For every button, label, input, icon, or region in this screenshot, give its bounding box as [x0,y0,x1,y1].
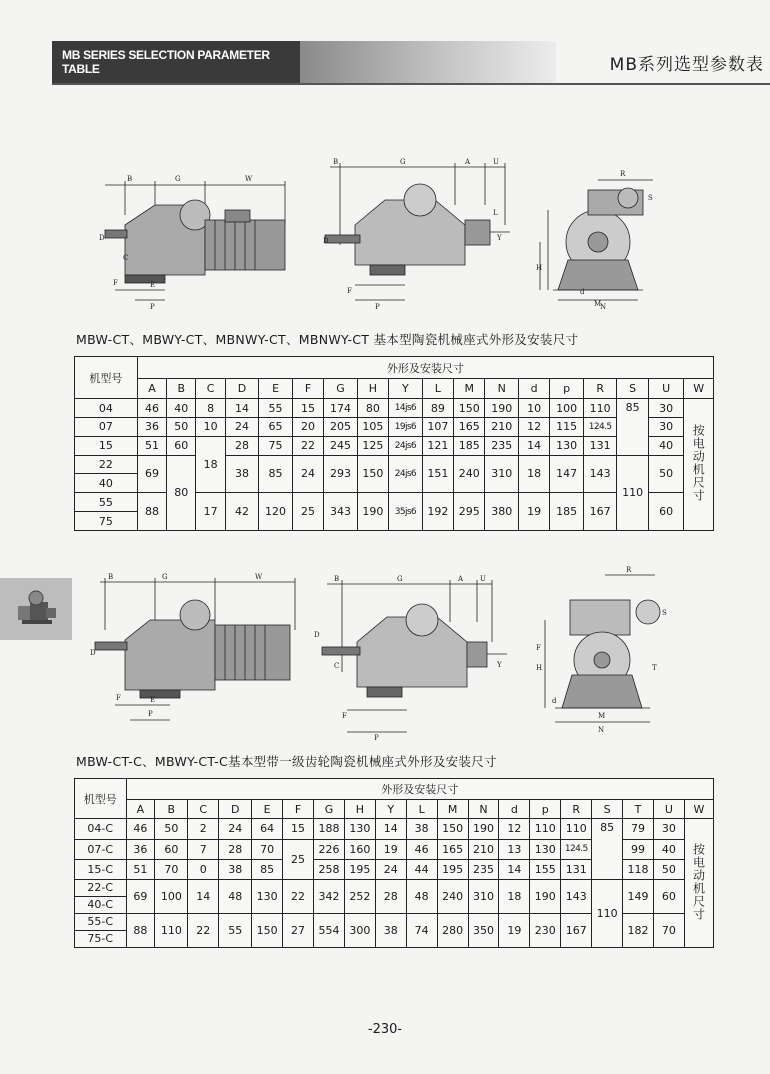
cell-model: 15-C [75,859,127,879]
cell: 192 [422,493,453,531]
cell: 28 [375,879,406,913]
cell: 150 [437,819,468,839]
cell: 110 [530,819,561,839]
cell-model: 40-C [75,896,127,913]
cell: 69 [126,879,155,913]
col-header: p [550,379,584,399]
cell: 293 [324,455,358,493]
cell: 60 [653,879,684,913]
col-header: C [196,379,225,399]
dim-label: D [90,649,96,657]
cell: 8 [196,399,225,418]
cell: 25 [283,839,314,879]
cell: 554 [314,913,345,947]
cell: 22 [283,879,314,913]
col-header: R [583,379,617,399]
section-title-gear-type: MBW-CT-C、MBWY-CT-C基本型带一级齿轮陶瓷机械座式外形及安装尺寸 [76,754,497,769]
cell: 130 [530,839,561,859]
header-title-cn: MB系列选型参数表 [609,54,764,75]
col-header: W [684,800,713,819]
drawing-mbwy-ct-c-side [312,572,512,742]
cell: 115 [550,417,584,436]
cell: 40 [167,399,196,418]
cell: 24 [219,819,252,839]
cell-model: 75-C [75,930,127,947]
dim-label: G [162,573,168,581]
col-header: B [167,379,196,399]
dim-label: F [536,644,541,652]
cell: 147 [550,455,584,493]
cell: 51 [126,859,155,879]
dim-label: H [536,664,543,672]
dim-label: M [598,712,606,720]
cell: 38 [219,859,252,879]
header-dimensions: 外形及安装尺寸 [126,779,714,800]
dim-label: U [493,158,499,166]
cell: 300 [344,913,375,947]
cell: 235 [485,436,519,455]
cell: 0 [188,859,219,879]
cell: 258 [314,859,345,879]
cell: 27 [283,913,314,947]
cell: 190 [530,879,561,913]
dim-label: P [150,303,155,311]
cell: 110 [155,913,188,947]
cell: 38 [406,819,437,839]
cell: 14js6 [389,399,423,418]
dim-label: P [375,303,380,311]
header-dimensions: 外形及安装尺寸 [137,357,713,379]
cell: 30 [648,399,684,418]
cell: 185 [550,493,584,531]
drawing-mbnwy-ct-side [315,155,515,315]
cell: 22 [188,913,219,947]
dim-label: C [334,662,340,670]
header-title-en: MB SERIES SELECTION PARAMETER TABLE [52,41,300,83]
cell: 60 [167,436,196,455]
dim-label: D [323,237,329,245]
cell: 151 [422,455,453,493]
cell: 205 [324,417,358,436]
cell: 110 [617,455,648,530]
cell-model: 22 [75,455,138,474]
dim-label: E [150,281,156,289]
cell: 85 [617,399,648,455]
cell: 80 [357,399,388,418]
dim-label: B [108,573,114,581]
cell: 14 [499,859,530,879]
cell-model: 40 [75,474,138,493]
cell: 18 [499,879,530,913]
cell: 182 [623,913,654,947]
cell-w-note [684,819,713,948]
cell: 64 [252,819,283,839]
cell: 36 [126,839,155,859]
cell: 124.5 [583,417,617,436]
table-row [75,819,714,839]
cell: 310 [485,455,519,493]
cell: 12 [518,417,549,436]
dim-label: L [493,209,498,217]
cell: 226 [314,839,345,859]
cell: 24 [292,455,323,493]
cell: 70 [252,839,283,859]
dim-label: S [648,194,653,202]
header-rule [52,83,770,85]
dim-label: B [333,158,339,166]
col-header: U [648,379,684,399]
cell: 10 [518,399,549,418]
cell: 105 [357,417,388,436]
cell: 46 [406,839,437,859]
cell-model: 07 [75,417,138,436]
cell: 48 [406,879,437,913]
cell: 143 [561,879,592,913]
dim-label: P [374,734,379,742]
cell: 14 [225,399,259,418]
cell: 149 [623,879,654,913]
cell: 110 [561,819,592,839]
cell: 99 [623,839,654,859]
cell: 295 [454,493,485,531]
cell: 343 [324,493,358,531]
side-thumbnail-tab [0,578,72,640]
cell: 310 [468,879,499,913]
dim-label: H [536,264,543,272]
cell: 155 [530,859,561,879]
cell: 165 [437,839,468,859]
cell: 18 [518,455,549,493]
drawing-mbw-ct-front [528,160,678,310]
gearbox-thumbnail-icon [16,588,58,628]
cell: 19 [499,913,530,947]
dim-label: B [334,575,340,583]
cell: 121 [422,436,453,455]
section-title-basic-type: MBW-CT、MBWY-CT、MBNWY-CT、MBNWY-CT 基本型陶瓷机械座式外形及安装尺寸 [76,332,579,347]
cell: 79 [623,819,654,839]
cell: 50 [167,417,196,436]
drawing-mbw-ct-side [95,165,305,315]
cell: 24 [375,859,406,879]
cell: 190 [485,399,519,418]
cell: 55 [219,913,252,947]
drawing-mbw-ct-c-front [530,560,680,735]
cell: 75 [259,436,293,455]
cell: 28 [225,436,259,455]
dim-label: W [245,175,253,183]
cell: 38 [225,455,259,493]
header-model: 机型号 [75,779,127,819]
cell: 14 [188,879,219,913]
dim-label: C [123,254,129,262]
dim-label: M [594,300,602,308]
col-header: M [437,800,468,819]
dim-label: Y [497,661,502,669]
cell: 50 [648,455,684,493]
cell-model: 75 [75,512,138,531]
cell: 60 [648,493,684,531]
w-note: 按电动机尺寸 [691,842,706,921]
cell: 85 [259,455,293,493]
col-header: D [225,379,259,399]
cell: 25 [292,493,323,531]
cell: 89 [422,399,453,418]
cell: 14 [375,819,406,839]
col-header: L [422,379,453,399]
page-number: -230- [367,1022,403,1037]
col-header: T [623,800,654,819]
dim-label: P [148,710,153,718]
col-header: D [219,800,252,819]
cell: 35js6 [389,493,423,531]
w-note: 按电动机尺寸 [691,424,706,503]
cell: 80 [167,455,196,530]
cell: 24js6 [389,455,423,493]
col-header: H [357,379,388,399]
col-header: d [499,800,530,819]
cell: 185 [454,436,485,455]
cell-model: 22-C [75,879,127,896]
cell: 88 [137,493,166,531]
cell: 150 [454,399,485,418]
dim-label: N [600,303,607,310]
cell: 70 [653,913,684,947]
cell: 46 [126,819,155,839]
cell: 167 [583,493,617,531]
col-header: Y [375,800,406,819]
cell: 44 [406,859,437,879]
col-header: A [137,379,166,399]
cell: 130 [252,879,283,913]
cell: 20 [292,417,323,436]
cell: 50 [653,859,684,879]
cell: 17 [196,493,225,531]
cell: 125 [357,436,388,455]
cell: 38 [375,913,406,947]
cell: 100 [155,879,188,913]
cell: 55 [259,399,293,418]
cell: 188 [314,819,345,839]
dim-label: N [598,726,605,734]
cell: 7 [188,839,219,859]
col-header: N [468,800,499,819]
col-header: N [485,379,519,399]
cell: 230 [530,913,561,947]
col-header: C [188,800,219,819]
dim-label: d [580,288,585,296]
col-header: G [324,379,358,399]
cell: 24 [225,417,259,436]
cell-w-note [684,399,714,531]
cell: 110 [583,399,617,418]
cell: 190 [357,493,388,531]
cell: 13 [499,839,530,859]
col-header: F [283,800,314,819]
cell: 15 [292,399,323,418]
cell: 40 [648,436,684,455]
dim-label: d [552,697,557,705]
cell: 30 [653,819,684,839]
dim-label: F [347,287,352,295]
cell: 24js6 [389,436,423,455]
col-header: M [454,379,485,399]
dim-label: R [620,170,626,178]
spec-table-gear-type [74,778,714,948]
dim-label: S [662,609,667,617]
cell-model: 07-C [75,839,127,859]
cell: 235 [468,859,499,879]
dim-label: G [175,175,181,183]
cell: 19js6 [389,417,423,436]
cell: 10 [196,417,225,436]
cell: 19 [518,493,549,531]
cell-model: 04 [75,399,138,418]
cell: 69 [137,455,166,493]
cell: 60 [155,839,188,859]
cell: 210 [468,839,499,859]
col-header: F [292,379,323,399]
cell: 18 [196,436,225,492]
table-row [75,879,714,896]
dim-label: U [480,575,486,583]
cell: 350 [468,913,499,947]
dim-label: F [116,694,121,702]
cell: 240 [454,455,485,493]
dim-label: A [458,575,464,583]
cell: 210 [485,417,519,436]
col-header: U [653,800,684,819]
cell: 124.5 [561,839,592,859]
dim-label: F [113,279,118,287]
cell: 167 [561,913,592,947]
cell: 174 [324,399,358,418]
dim-label: R [626,566,632,574]
cell: 88 [126,913,155,947]
dim-label: D [99,234,105,242]
cell: 100 [550,399,584,418]
cell: 107 [422,417,453,436]
cell: 245 [324,436,358,455]
cell-model: 15 [75,436,138,455]
cell: 70 [155,859,188,879]
cell: 19 [375,839,406,859]
cell: 2 [188,819,219,839]
cell: 14 [518,436,549,455]
cell: 131 [583,436,617,455]
cell: 280 [437,913,468,947]
cell: 48 [219,879,252,913]
cell: 74 [406,913,437,947]
drawing-mbw-ct-c-side [90,570,305,730]
cell: 130 [344,819,375,839]
col-header: E [259,379,293,399]
dim-label: W [255,573,263,581]
col-header: p [530,800,561,819]
col-header: d [518,379,549,399]
col-header: W [684,379,714,399]
dim-label: D [314,631,320,639]
cell: 22 [292,436,323,455]
table-row [75,455,714,474]
table-row [75,399,714,418]
cell: 118 [623,859,654,879]
header-gradient-bar [300,41,556,83]
cell-model: 55 [75,493,138,512]
cell: 85 [592,819,623,880]
cell: 46 [137,399,166,418]
col-header: A [126,800,155,819]
cell: 12 [499,819,530,839]
cell: 51 [137,436,166,455]
col-header: S [592,800,623,819]
dim-label: A [465,158,471,166]
cell: 15 [283,819,314,839]
cell: 252 [344,879,375,913]
cell: 143 [583,455,617,493]
dim-label: Y [497,234,502,242]
dim-label: F [342,712,347,720]
cell: 342 [314,879,345,913]
cell: 160 [344,839,375,859]
cell-model: 04-C [75,819,127,839]
spec-table-basic-type [74,356,714,531]
col-header: L [406,800,437,819]
cell: 195 [437,859,468,879]
cell: 195 [344,859,375,879]
cell: 120 [259,493,293,531]
header-model: 机型号 [75,357,138,399]
cell: 150 [357,455,388,493]
cell: 165 [454,417,485,436]
cell: 240 [437,879,468,913]
cell: 380 [485,493,519,531]
col-header: B [155,800,188,819]
cell: 65 [259,417,293,436]
cell: 85 [252,859,283,879]
cell: 110 [592,879,623,947]
dim-label: G [400,158,406,166]
cell: 30 [648,417,684,436]
cell: 50 [155,819,188,839]
col-header: Y [389,379,423,399]
cell: 130 [550,436,584,455]
cell: 28 [219,839,252,859]
col-header: G [314,800,345,819]
dim-label: G [397,575,403,583]
cell: 40 [653,839,684,859]
col-header: E [252,800,283,819]
dim-label: E [150,696,156,704]
col-header: S [617,379,648,399]
cell: 42 [225,493,259,531]
col-header: R [561,800,592,819]
cell-model: 55-C [75,913,127,930]
cell: 36 [137,417,166,436]
dim-label: B [127,175,133,183]
cell: 190 [468,819,499,839]
col-header: H [344,800,375,819]
cell: 131 [561,859,592,879]
dim-label: T [652,664,657,672]
cell: 150 [252,913,283,947]
